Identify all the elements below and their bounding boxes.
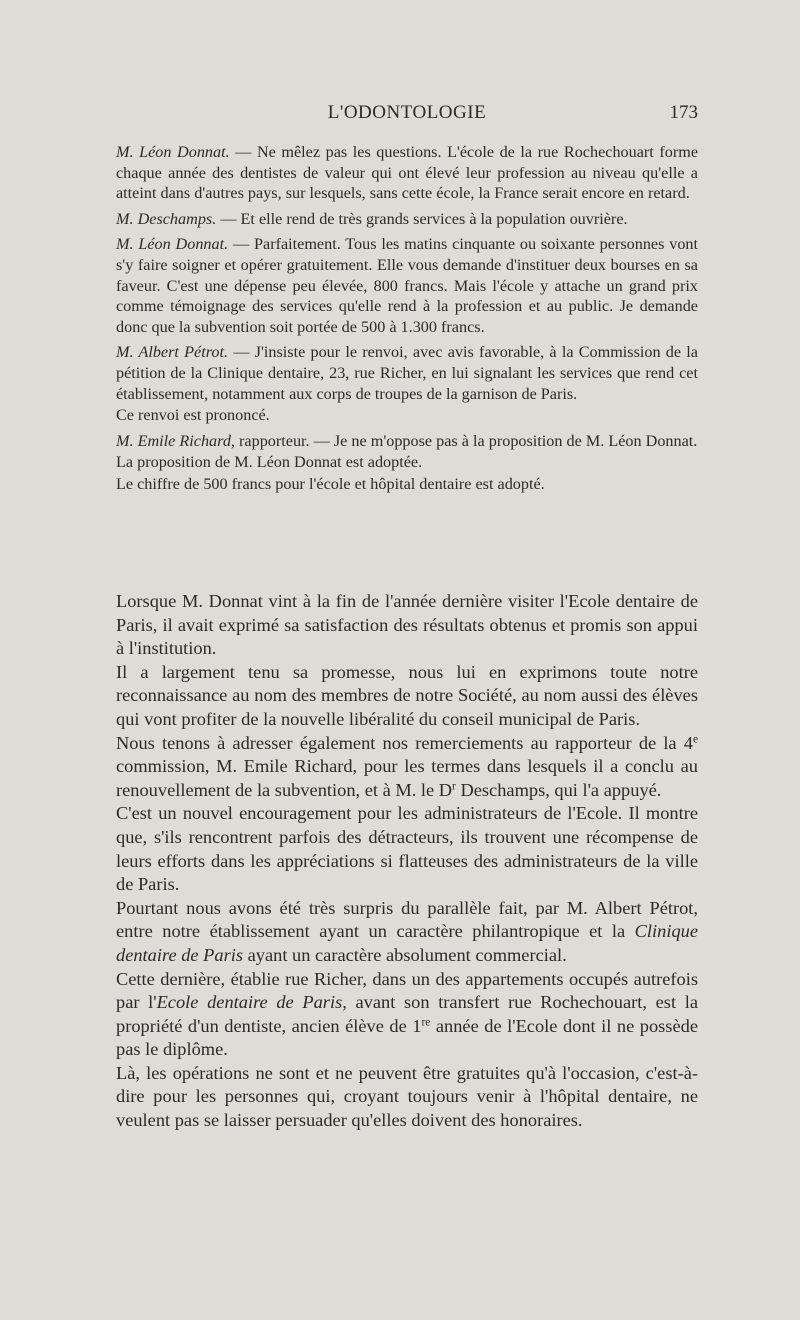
text-run: Pourtant nous avons été très surpris du parallèle fait, par M. Albert Pétrot, entre notre établissement ayant un caractère philantropique et la <box>116 897 698 942</box>
text-run: avant son transfert rue Rochechouart, est la propriété d'un dentiste, ancien élève de 1 <box>116 992 699 1036</box>
minutes-paragraph <box>116 142 698 204</box>
text-run: Deschamps, qui l'a appuyé. <box>455 779 662 800</box>
text-run: ayant un caractère absolument commercial. <box>243 944 567 965</box>
speaker-name: M. Léon Donnat. <box>116 235 229 254</box>
minutes-paragraph <box>116 431 698 452</box>
text-run: commission, M. Emile Richard, pour les termes dans lesquels il a conclu au renouvellement de la subvention, et à M. le D <box>116 756 698 800</box>
commentary-paragraph: Il a largement tenu sa promesse, nous lui en exprimons toute notre reconnaissance au nom des membres de notre Société, au nom aussi des élèves qui vont profiter de la nouvelle libéralité du conseil municipal de Paris. <box>116 661 698 729</box>
speech-text: — Ne mêlez pas les questions. L'école de la rue Rochechouart forme chaque année des dentistes de valeur qui ont élevé leur profession au niveau qu'elle a atteint dans d'autres pays, sur lesquels, sans cette école, la France serait encore en retard. <box>116 143 699 203</box>
superscript: re <box>421 1016 431 1029</box>
page-number: 173 <box>669 102 698 123</box>
speaker-name: M. Deschamps. <box>116 209 217 228</box>
minutes-paragraph <box>116 234 698 337</box>
minutes-paragraph <box>116 452 698 473</box>
minutes-paragraph <box>116 405 698 426</box>
council-minutes <box>116 142 698 500</box>
commentary-paragraph <box>116 732 698 803</box>
italic-title: Clinique dentaire de Paris <box>116 921 698 965</box>
speaker-name: M. Emile Richard, <box>116 431 235 450</box>
speech-text: Le chiffre de 500 francs pour l'école et hôpital dentaire est adopté. <box>116 474 545 493</box>
speaker-name: M. Léon Donnat. <box>116 143 230 161</box>
text-run: année de l'Ecole dont il ne possède pas le diplôme. <box>116 1015 698 1060</box>
superscript: e <box>692 733 698 746</box>
commentary-paragraph <box>116 897 698 968</box>
speech-text: — Et elle rend de très grands services à la population ouvrière. <box>216 209 628 228</box>
speech-text: — Parfaitement. Tous les matins cinquante ou soixante personnes vont s'y faire soigner et opérer gratuitement. Elle vous demande d'instituer deux bourses en sa faveur. C'est une dépense peu élevée, 800 francs. Mais l'école y attache un grand prix comme témoignage des services qu'elle rend à la profession et au public. Je demande donc que la subvention soit portée de 500 à 1.300 francs. <box>116 235 699 336</box>
speaker-name: M. Albert Pétrot. <box>116 343 229 362</box>
commentary-paragraph: Lorsque M. Donnat vint à la fin de l'année dernière visiter l'Ecole dentaire de Paris, il avait exprimé sa satisfaction des résultats obtenus et promis son appui à l'institution. <box>116 591 698 659</box>
editorial-commentary <box>116 590 698 1133</box>
text-run: Nous tenons à adresser également nos remerciements au rapporteur de la 4 <box>116 732 693 753</box>
running-title: L'ODONTOLOGIE <box>327 102 487 123</box>
speech-text: — J'insiste pour le renvoi, avec avis favorable, à la Commission de la pétition de la Clinique dentaire, 23, rue Richer, en lui signalant les services que rend cet établissement, notamment aux corps de troupes de la garnison de Paris. <box>116 343 698 403</box>
speech-text: La proposition de M. Léon Donnat est adoptée. <box>116 453 423 472</box>
page-header <box>116 102 698 126</box>
superscript: r <box>452 780 456 793</box>
minutes-paragraph <box>116 474 698 495</box>
speech-text: Ce renvoi est prononcé. <box>116 406 270 425</box>
minutes-paragraph <box>116 342 698 404</box>
italic-title: Ecole dentaire de Paris, <box>156 992 347 1013</box>
minutes-paragraph <box>116 209 698 230</box>
commentary-paragraph: Là, les opérations ne sont et ne peuvent être gratuites qu'à l'occasion, c'est-à-dire pour les personnes qui, croyant toujours venir à l'hôpital dentaire, ne veulent pas se laisser persuader qu'elles doivent des honoraires. <box>116 1062 698 1131</box>
speech-text: rapporteur. — Je ne m'oppose pas à la proposition de M. Léon Donnat. <box>234 431 698 450</box>
text-run: Cette dernière, établie rue Richer, dans un des appartements occupés autrefois par l' <box>116 968 698 1013</box>
commentary-paragraph <box>116 968 698 1062</box>
commentary-paragraph: C'est un nouvel encouragement pour les administrateurs de l'Ecole. Il montre que, s'ils rencontrent parfois des détracteurs, ils trouvent une récompense de leurs efforts dans les appréciations si flatteuses des administrateurs de la ville de Paris. <box>116 803 698 895</box>
